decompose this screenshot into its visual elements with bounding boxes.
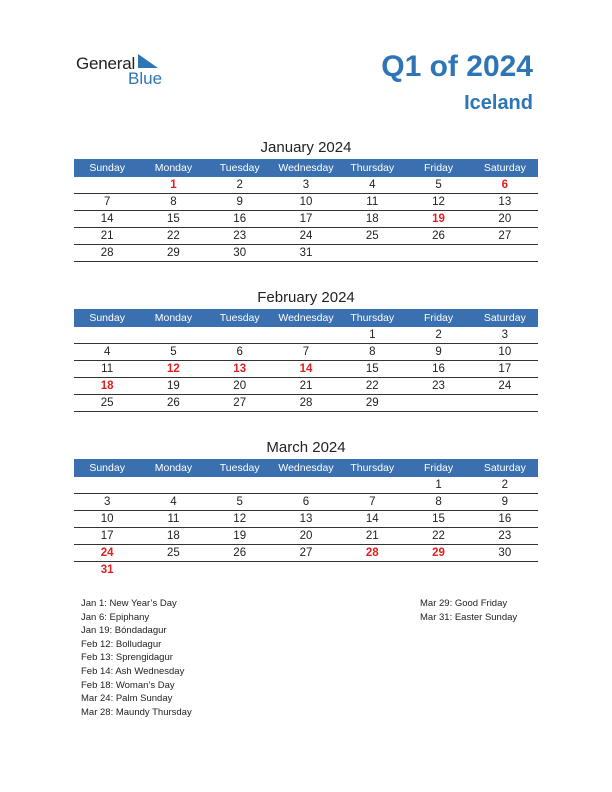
day-cell: 4 <box>103 346 111 358</box>
day-cell: 13 <box>299 513 313 525</box>
weekday-label: Monday <box>154 462 193 474</box>
weekday-header-row <box>74 159 538 177</box>
day-cell: 15 <box>432 513 445 525</box>
day-cell <box>74 177 140 193</box>
weekday-label: Wednesday <box>278 162 334 174</box>
week-row <box>74 477 538 494</box>
day-cell: 3 <box>103 496 111 508</box>
day-cell: 14 <box>100 213 114 225</box>
day-cell: 19 <box>432 213 445 225</box>
page-subtitle: Iceland <box>464 92 533 114</box>
day-cell: 6 <box>501 179 509 191</box>
weekday-header-row <box>74 459 538 477</box>
day-cell: 1 <box>369 329 376 341</box>
day-cell: 11 <box>366 196 379 208</box>
week-row <box>74 395 538 412</box>
day-cell: 5 <box>170 346 177 358</box>
day-cell <box>74 477 140 493</box>
day-cell <box>339 477 405 493</box>
weekday-label: Sunday <box>89 462 125 474</box>
week-row <box>74 177 538 194</box>
day-cell: 7 <box>103 196 111 208</box>
month-title: February 2024 <box>257 289 355 306</box>
day-cell: 22 <box>365 380 379 392</box>
day-cell: 9 <box>435 346 442 358</box>
weekday-label: Saturday <box>483 312 526 324</box>
day-cell: 9 <box>236 196 243 208</box>
week-row <box>74 194 538 211</box>
weekday-label: Thursday <box>350 162 395 174</box>
day-cell: 28 <box>365 547 379 559</box>
day-cell: 17 <box>498 363 512 375</box>
weekday-label: Sunday <box>89 162 125 174</box>
week-row <box>74 562 538 579</box>
day-cell: 31 <box>299 247 313 259</box>
day-cell: 7 <box>302 346 310 358</box>
day-cell: 25 <box>100 397 114 409</box>
day-cell: 29 <box>167 247 180 259</box>
day-cell: 18 <box>365 213 379 225</box>
day-cell: 11 <box>101 363 114 375</box>
day-cell <box>472 562 538 579</box>
day-cell: 18 <box>100 380 114 392</box>
holiday-note: Feb 12: Bolludagur <box>81 638 162 650</box>
day-cell <box>74 327 140 343</box>
day-cell <box>140 562 206 579</box>
month-calendar <box>74 437 538 579</box>
day-cell: 28 <box>100 247 114 259</box>
day-cell: 28 <box>299 397 313 409</box>
weekday-label: Wednesday <box>278 312 334 324</box>
day-cell: 26 <box>233 547 247 559</box>
weekday-label: Thursday <box>350 312 395 324</box>
day-cell: 29 <box>432 547 445 559</box>
day-cell <box>405 245 471 261</box>
day-cell: 27 <box>299 547 313 559</box>
holiday-note: Feb 14: Ash Wednesday <box>81 665 185 677</box>
day-cell: 17 <box>100 530 114 542</box>
week-row <box>74 327 538 344</box>
week-row <box>74 378 538 395</box>
day-cell: 25 <box>365 230 379 242</box>
day-cell: 7 <box>369 496 376 508</box>
week-row <box>74 228 538 245</box>
day-cell <box>472 245 538 261</box>
day-cell: 2 <box>435 329 442 341</box>
holiday-note: Jan 6: Epiphany <box>81 611 150 623</box>
holiday-note: Mar 31: Easter Sunday <box>420 611 518 623</box>
day-cell: 12 <box>432 196 445 208</box>
day-cell: 3 <box>501 329 509 341</box>
day-cell: 18 <box>167 530 180 542</box>
logo-general-text: General <box>76 54 136 73</box>
day-cell: 2 <box>501 479 509 491</box>
day-cell <box>140 477 206 493</box>
day-cell <box>405 395 471 411</box>
day-cell: 11 <box>167 513 180 525</box>
day-cell: 26 <box>432 230 445 242</box>
page-title: Q1 of 2024 <box>381 50 533 83</box>
day-cell: 24 <box>299 230 313 242</box>
month-title: March 2024 <box>266 439 346 456</box>
day-cell: 21 <box>299 380 313 392</box>
day-cell: 24 <box>100 547 114 559</box>
day-cell: 14 <box>365 513 379 525</box>
day-cell <box>405 562 471 579</box>
day-cell: 15 <box>167 213 180 225</box>
day-cell <box>339 562 405 579</box>
day-cell: 23 <box>498 530 512 542</box>
day-cell: 27 <box>233 397 247 409</box>
day-cell <box>207 477 273 493</box>
day-cell: 10 <box>100 513 114 525</box>
day-cell <box>273 562 339 579</box>
weekday-label: Wednesday <box>278 462 334 474</box>
weekday-label: Saturday <box>483 462 526 474</box>
day-cell: 30 <box>233 247 247 259</box>
weekday-label: Tuesday <box>219 162 260 174</box>
day-cell: 30 <box>498 547 512 559</box>
day-cell <box>339 245 405 261</box>
day-cell: 5 <box>435 179 442 191</box>
day-cell: 4 <box>369 179 376 191</box>
day-cell: 1 <box>170 179 177 191</box>
day-cell: 14 <box>299 363 313 375</box>
month-calendar <box>74 137 538 262</box>
logo-triangle-icon <box>138 54 158 68</box>
week-row <box>74 528 538 545</box>
week-row <box>74 511 538 528</box>
day-cell: 13 <box>233 363 247 375</box>
week-row <box>74 344 538 361</box>
day-cell <box>207 327 273 343</box>
day-cell: 4 <box>170 496 177 508</box>
day-cell: 27 <box>498 230 512 242</box>
day-cell: 20 <box>233 380 247 392</box>
day-cell: 12 <box>167 363 180 375</box>
day-cell: 2 <box>236 179 243 191</box>
day-cell: 22 <box>167 230 180 242</box>
day-cell: 1 <box>435 479 442 491</box>
day-cell <box>472 395 538 411</box>
day-cell: 19 <box>167 380 180 392</box>
weekday-label: Friday <box>423 162 454 174</box>
day-cell: 10 <box>299 196 313 208</box>
weekday-label: Friday <box>423 312 454 324</box>
day-cell: 13 <box>498 196 512 208</box>
holiday-list-left <box>81 597 192 719</box>
day-cell: 19 <box>233 530 247 542</box>
holiday-note: Mar 24: Palm Sunday <box>81 693 173 705</box>
weekday-label: Sunday <box>89 312 125 324</box>
day-cell: 16 <box>432 363 445 375</box>
logo-blue-text: Blue <box>128 69 163 88</box>
day-cell: 5 <box>236 496 243 508</box>
day-cell: 15 <box>365 363 379 375</box>
day-cell: 23 <box>233 230 247 242</box>
day-cell <box>273 327 339 343</box>
day-cell: 20 <box>299 530 313 542</box>
day-cell: 21 <box>365 530 379 542</box>
weekday-label: Tuesday <box>219 462 260 474</box>
week-row <box>74 211 538 228</box>
week-row <box>74 494 538 511</box>
day-cell: 21 <box>100 230 114 242</box>
weekday-label: Thursday <box>350 462 395 474</box>
day-cell: 8 <box>170 196 177 208</box>
holiday-list-right <box>420 597 517 624</box>
day-cell: 29 <box>365 397 379 409</box>
holiday-note: Mar 28: Maundy Thursday <box>81 706 192 718</box>
weekday-label: Monday <box>154 312 193 324</box>
weekday-label: Monday <box>154 162 193 174</box>
week-row <box>74 361 538 378</box>
day-cell: 8 <box>369 346 376 358</box>
holiday-note: Jan 1: New Year’s Day <box>81 598 177 609</box>
day-cell: 24 <box>498 380 512 392</box>
weekday-label: Friday <box>423 462 454 474</box>
generalblue-logo <box>76 52 176 92</box>
day-cell <box>273 477 339 493</box>
day-cell: 17 <box>299 213 313 225</box>
weekday-label: Tuesday <box>219 312 260 324</box>
weekday-label: Saturday <box>483 162 526 174</box>
day-cell: 23 <box>432 380 445 392</box>
day-cell: 25 <box>167 547 180 559</box>
holiday-note: Feb 18: Woman’s Day <box>81 679 175 691</box>
day-cell: 10 <box>498 346 512 358</box>
day-cell: 16 <box>498 513 512 525</box>
day-cell <box>140 327 206 343</box>
day-cell: 9 <box>501 496 509 508</box>
week-row <box>74 245 538 262</box>
day-cell: 3 <box>302 179 310 191</box>
day-cell: 6 <box>236 346 243 358</box>
day-cell: 6 <box>302 496 310 508</box>
day-cell: 20 <box>498 213 512 225</box>
day-cell: 16 <box>233 213 247 225</box>
weekday-header-row <box>74 309 538 327</box>
day-cell: 12 <box>233 513 247 525</box>
holiday-note: Mar 29: Good Friday <box>420 598 508 609</box>
day-cell <box>207 562 273 579</box>
holiday-note: Feb 13: Sprengidagur <box>81 652 173 664</box>
month-calendar <box>74 287 538 412</box>
day-cell: 26 <box>167 397 180 409</box>
month-title: January 2024 <box>260 139 352 156</box>
holiday-note: Jan 19: Bóndadagur <box>81 625 167 637</box>
day-cell: 8 <box>435 496 442 508</box>
day-cell: 22 <box>432 530 445 542</box>
day-cell: 31 <box>100 564 114 576</box>
week-row <box>74 545 538 562</box>
